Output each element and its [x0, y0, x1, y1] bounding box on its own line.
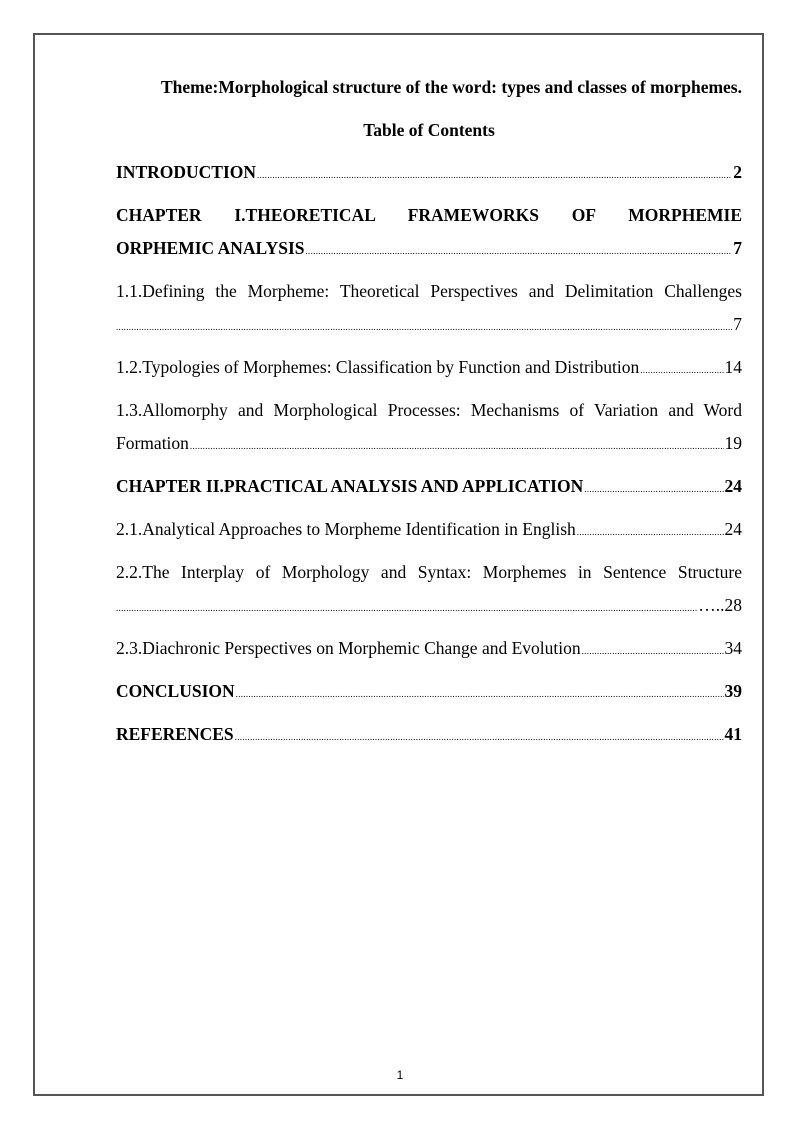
dot-leader	[116, 317, 732, 338]
dot-leader	[257, 165, 732, 186]
toc-entry-1-2[interactable]	[116, 357, 742, 378]
toc-heading: Table of Contents	[363, 120, 495, 140]
toc-entry-1-1[interactable]	[116, 281, 742, 335]
toc-page-number: 34	[724, 638, 742, 658]
toc-label: REFERENCES	[116, 724, 234, 744]
toc-label: ORPHEMIC ANALYSIS	[116, 238, 305, 258]
dot-leader	[577, 522, 724, 543]
toc-page-number: 7	[733, 238, 742, 258]
page-number: 1	[396, 1068, 404, 1082]
toc-page-number: 24	[724, 476, 742, 496]
toc-entry-2-3[interactable]	[116, 638, 742, 659]
dot-leader	[116, 598, 697, 619]
toc-wrap-line: 1.1.Defining the Morpheme: Theoretical Perspectives and Delimitation Challenges	[116, 281, 742, 301]
toc-label: 1.2.Typologies of Morphemes: Classification by Function and Distribution	[116, 357, 640, 377]
toc-label: INTRODUCTION	[116, 162, 257, 182]
dot-leader	[584, 479, 723, 500]
toc-page-number: 41	[724, 724, 742, 744]
toc-entry-1-3[interactable]	[116, 400, 742, 454]
toc-entry-conclusion[interactable]	[116, 681, 742, 702]
toc-wrap-line: 2.2.The Interplay of Morphology and Syntax: Morphemes in Sentence Structure	[116, 562, 742, 582]
toc-label: CHAPTER II.PRACTICAL ANALYSIS AND APPLICATION	[116, 476, 584, 496]
dot-leader	[235, 727, 724, 748]
toc-entry-chapter-1[interactable]	[116, 205, 742, 259]
dot-leader	[640, 360, 723, 381]
toc-entry-2-2[interactable]	[116, 562, 742, 616]
toc-wrap-line: 1.3.Allomorphy and Morphological Processes: Mechanisms of Variation and Word	[116, 400, 742, 420]
dot-leader	[582, 641, 724, 662]
toc-entry-chapter-2[interactable]	[116, 476, 742, 497]
document-body	[116, 76, 742, 767]
toc-entry-introduction[interactable]	[116, 162, 742, 183]
toc-label: CONCLUSION	[116, 681, 235, 701]
toc-entry-references[interactable]	[116, 724, 742, 745]
toc-page-number: 24	[724, 519, 742, 539]
toc-page-number: 39	[724, 681, 742, 701]
toc-wrap-line: CHAPTER I.THEORETICAL FRAMEWORKS OF MORPHEMIE	[116, 205, 742, 225]
toc-label: 2.1.Analytical Approaches to Morpheme Identification in English	[116, 519, 576, 539]
toc-page-number: 14	[724, 357, 742, 377]
dot-leader	[190, 436, 724, 457]
dot-leader	[306, 241, 733, 262]
theme-title: Theme:Morphological structure of the word: types and classes of morphemes.	[161, 77, 742, 97]
dot-leader	[236, 684, 724, 705]
table-of-contents	[116, 162, 742, 745]
toc-entry-2-1[interactable]	[116, 519, 742, 540]
toc-page-number: 2	[733, 162, 742, 182]
toc-page-number: 7	[733, 314, 742, 334]
toc-page-number: 19	[724, 433, 742, 453]
toc-label: 2.3.Diachronic Perspectives on Morphemic Change and Evolution	[116, 638, 581, 658]
toc-label: Formation	[116, 433, 189, 453]
toc-page-number: …..28	[698, 595, 742, 615]
